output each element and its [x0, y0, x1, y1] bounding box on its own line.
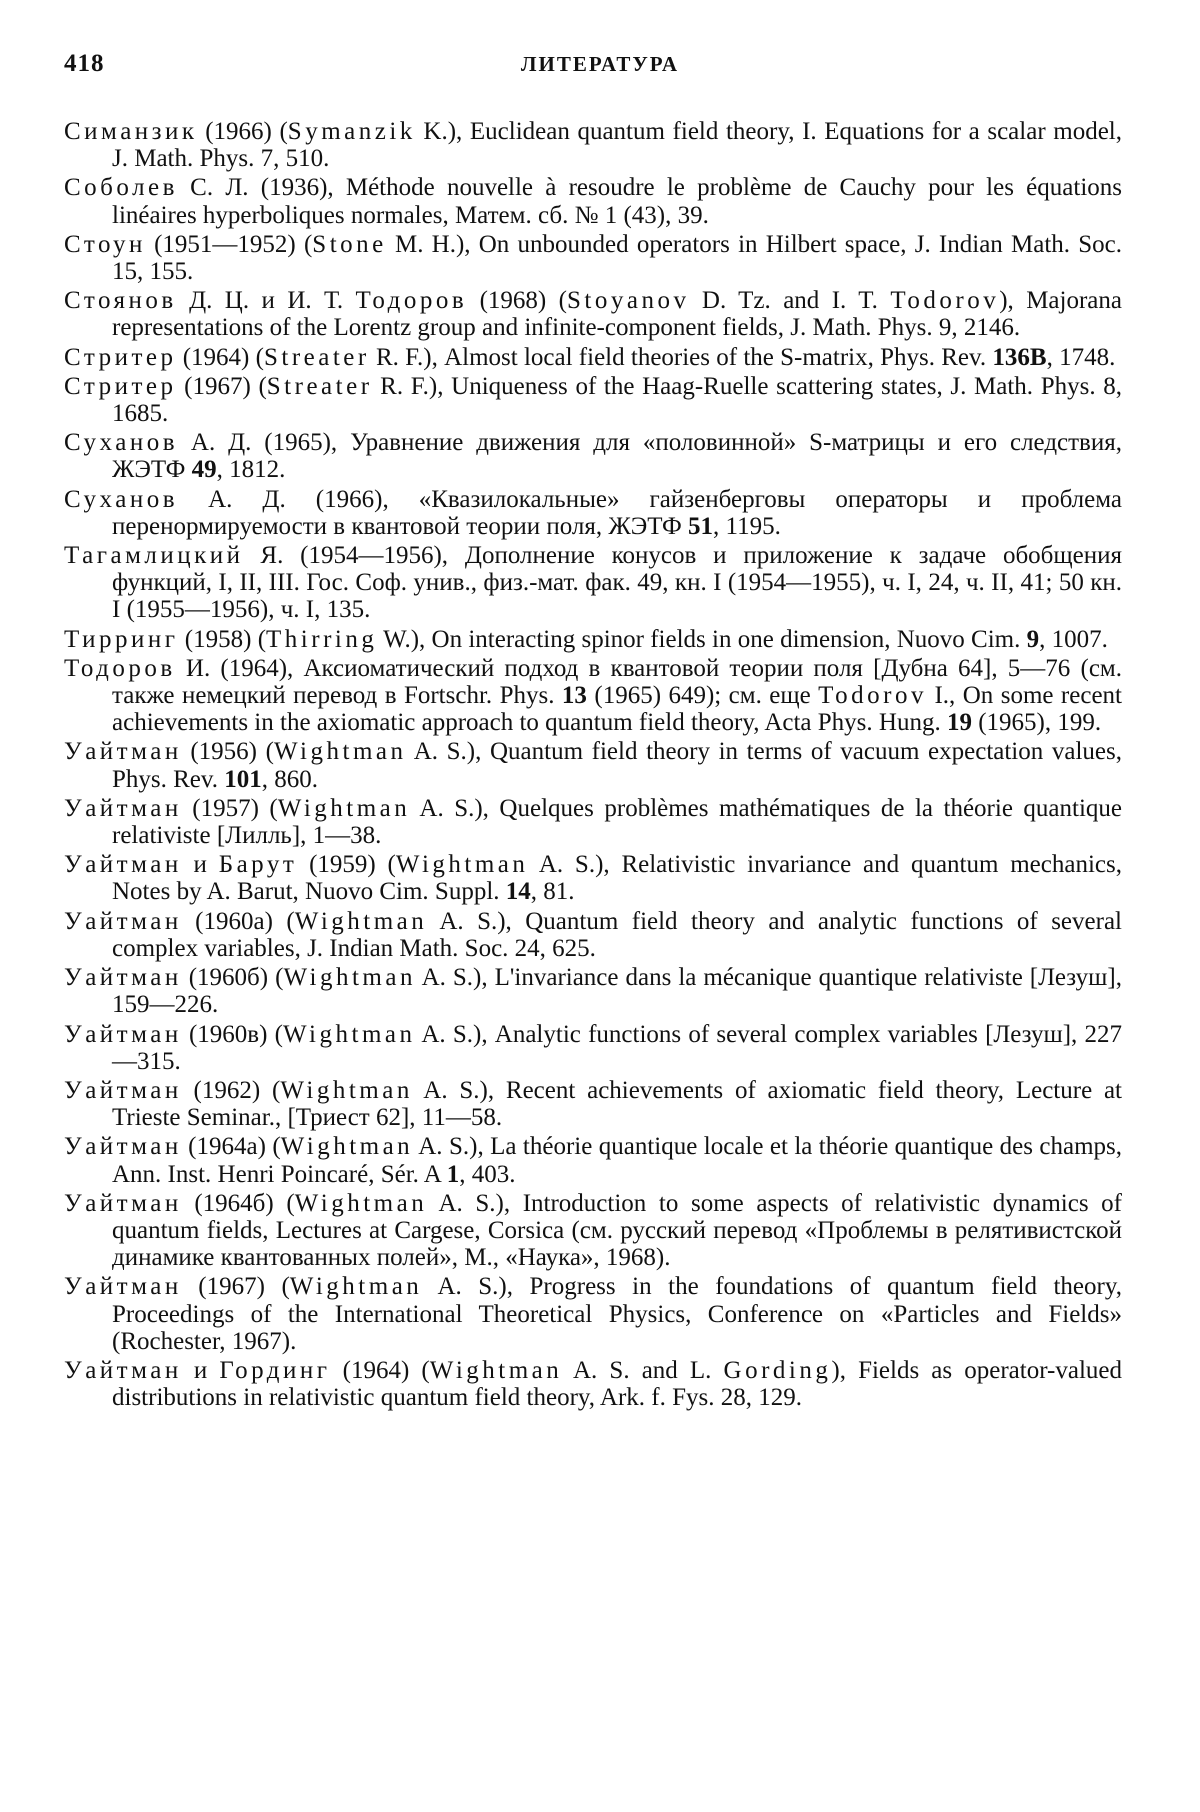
reference-text: A. S.), L'invariance dans la mécanique quantique relativiste [Лезуш], 159—226. — [112, 964, 1122, 1019]
reference-text: (1951—1952) ( — [145, 230, 313, 258]
reference-entry — [64, 851, 1122, 905]
author-name: Стоун — [64, 230, 146, 258]
reference-entry — [64, 908, 1122, 962]
author-name: Стоянов — [64, 287, 177, 315]
reference-text: A. S.), Quelques problèmes mathématiques de la théorie quantique relativiste [Лилль], 1—38. — [112, 794, 1123, 850]
reference-entry — [64, 287, 1122, 341]
author-name: Уайтман — [64, 794, 182, 822]
reference-entry — [64, 486, 1122, 540]
author-name: Соболев — [64, 174, 178, 202]
author-name: Барут — [218, 851, 298, 879]
author-name: Wightman — [283, 964, 416, 992]
reference-entry — [64, 795, 1122, 849]
author-name: Тирринг — [64, 625, 179, 653]
reference-text: (1957) ( — [181, 794, 278, 822]
reference-text: (1967) ( — [176, 372, 267, 400]
reference-text: A. S. and L. — [562, 1356, 724, 1384]
reference-text: R. F.), Almost local field theories of the S-matrix, Phys. Rev. — [369, 343, 993, 371]
reference-text: , 860. — [261, 765, 319, 793]
reference-text: А. Д. (1966), «Квазилокальные» гайзенберговы операторы и проблема перенормируемости в квантовой теории поля, ЖЭТФ — [112, 485, 1122, 540]
author-name: Уайтман — [64, 1189, 182, 1217]
volume-number: 19 — [946, 709, 972, 737]
reference-entry — [64, 1077, 1122, 1131]
reference-text: , 81. — [530, 878, 575, 906]
author-name: Уайтман — [64, 851, 182, 879]
author-name: Gording — [723, 1356, 832, 1384]
reference-text: (1964) ( — [176, 343, 264, 371]
reference-text: A. S.), Progress in the foundations of quantum field theory, Proceedings of the International Theoretical Physics, Conference on «Particles and Fields» (Rochester, 1967). — [112, 1273, 1122, 1355]
reference-text: , 1812. — [216, 456, 286, 484]
reference-text: A. S.), Relativistic invariance and quantum mechanics, Notes by A. Barut, Nuovo Cim. Suppl. — [112, 851, 1122, 906]
reference-text: A. S.), Introduction to some aspects of relativistic dynamics of quantum fields, Lectures at Cargese, Corsica (см. русский перевод «Проблемы в релятивистской динамике квантованных полей», М., «Наука», 1968). — [112, 1189, 1122, 1272]
author-name: Wightman — [280, 1133, 414, 1161]
reference-text: С. Л. (1936), Méthode nouvelle à resoudre le problème de Cauchy pour les équations linéaires hyperboliques normales, Матем. сб. № 1 (43), 39. — [112, 174, 1122, 229]
author-name: Тодоров — [355, 287, 468, 315]
author-name: Уайтман — [64, 1273, 182, 1301]
reference-text: А. Д. (1965), Уравнение движения для «половинной» S-матрицы и его следствия, ЖЭТФ — [112, 429, 1122, 484]
reference-list — [64, 118, 1122, 1413]
reference-text: , 1748. — [1046, 343, 1116, 371]
reference-entry — [64, 231, 1122, 285]
reference-entry — [64, 1273, 1122, 1355]
reference-text: ), Majorana representations of the Lorentz group and infinite-component fields, J. Math. Phys. 9, 2146. — [112, 287, 1122, 342]
reference-text: (1965), 199. — [971, 709, 1102, 737]
author-name: Wightman — [277, 794, 411, 822]
reference-text: И. (1964), Аксиоматический подход в квантовой теории поля [Дубна 64], 5—76 (см. также немецкий перевод в Fortschr. Phys. — [112, 654, 1122, 710]
reference-text: (1964а) ( — [181, 1133, 281, 1161]
author-name: Stoyanov — [567, 287, 690, 315]
reference-text: (1962) ( — [181, 1076, 281, 1104]
reference-entry — [64, 344, 1122, 371]
author-name: Symanzik — [287, 118, 416, 145]
reference-text: A. S.), Quantum field theory in terms of vacuum expectation values, Phys. Rev. — [112, 738, 1122, 793]
author-name: Стритер — [64, 372, 177, 400]
reference-text: A. S.), Quantum field theory and analytic functions of several complex variables, J. Indian Math. Soc. 24, 625. — [112, 907, 1122, 962]
reference-text: A. S.), Analytic functions of several complex variables [Лезуш], 227—315. — [112, 1020, 1123, 1075]
reference-text: (1960а) ( — [181, 907, 295, 935]
author-name: Уайтман — [64, 1356, 182, 1384]
reference-text: (1964) ( — [330, 1356, 430, 1384]
author-name: Wightman — [280, 1076, 413, 1104]
author-name: Уайтман — [64, 907, 182, 935]
author-name: Симанзик — [64, 118, 198, 145]
author-name: Уайтман — [64, 964, 182, 992]
volume-number: 9 — [1026, 625, 1040, 653]
author-name: Суханов — [64, 485, 179, 513]
author-name: Todorov — [890, 287, 1000, 315]
reference-text: (1960б) ( — [181, 964, 284, 992]
reference-entry — [64, 1021, 1122, 1075]
author-name: Thirring — [266, 625, 378, 653]
reference-text: M. H.), On unbounded operators in Hilbert space, J. Indian Math. Soc. 15, 155. — [112, 230, 1123, 286]
reference-entry — [64, 738, 1122, 792]
reference-text: Я. (1954—1956), Дополнение конусов и приложение к задаче обобщения функций, I, II, III. Гос. Соф. унив., физ.-мат. фак. 49, кн. I (1954—1955), ч. I, 24, ч. II, 41; 50 кн. I (1955—1956), ч. I, 135. — [112, 542, 1122, 624]
author-name: Wightman — [289, 1273, 423, 1301]
author-name: Stone — [312, 230, 387, 258]
author-name: Wightman — [282, 1020, 416, 1048]
reference-entry — [64, 542, 1122, 624]
reference-entry — [64, 118, 1122, 172]
reference-text: Д. Ц. и И. Т. — [176, 287, 356, 315]
volume-number: 49 — [191, 456, 217, 484]
reference-text: , 403. — [459, 1160, 516, 1188]
author-name: Суханов — [64, 429, 179, 457]
reference-entry — [64, 655, 1122, 737]
reference-text: (1958) ( — [178, 625, 267, 653]
reference-text: I., On some recent achievements in the axiomatic approach to quantum field theory, Acta Phys. Hung. — [112, 682, 1122, 737]
reference-text: , 1195. — [713, 512, 781, 540]
reference-text: (1965) 649); см. еще — [586, 682, 819, 710]
reference-entry — [64, 1133, 1122, 1187]
reference-text: R. F.), Uniqueness of the Haag-Ruelle scattering states, J. Math. Phys. 8, 1685. — [112, 372, 1122, 428]
page-header — [64, 50, 1136, 90]
author-name: Wightman — [395, 851, 529, 879]
reference-text: A. S.), Recent achievements of axiomatic field theory, Lecture at Trieste Seminar., [Триест 62], 11—58. — [112, 1076, 1122, 1132]
author-name: Wightman — [294, 1189, 428, 1217]
author-name: Тагамлицкий — [64, 542, 244, 570]
reference-entry — [64, 373, 1122, 427]
reference-text: (1959) ( — [297, 851, 396, 879]
reference-text: (1968) ( — [467, 287, 568, 315]
author-name: Wightman — [273, 738, 407, 766]
reference-text: W.), On interacting spinor fields in one dimension, Nuovo Cim. — [377, 625, 1027, 653]
reference-text: и — [181, 851, 219, 879]
reference-entry — [64, 964, 1122, 1018]
reference-text: , 1007. — [1039, 625, 1108, 653]
author-name: Тодоров — [64, 654, 176, 682]
reference-entry — [64, 1190, 1122, 1272]
reference-text: (1966) ( — [197, 118, 288, 145]
volume-number: 51 — [688, 512, 713, 540]
author-name: Streater — [266, 372, 373, 400]
reference-entry — [64, 1357, 1122, 1411]
author-name: Стритер — [64, 343, 177, 371]
author-name: Гординг — [219, 1356, 331, 1384]
reference-text: (1956) ( — [181, 738, 274, 766]
reference-text: K.), Euclidean quantum field theory, I. Equations for a scalar model, J. Math. Phys. 7, 510. — [112, 118, 1122, 173]
author-name: Wightman — [294, 907, 428, 935]
author-name: Streater — [263, 343, 370, 371]
author-name: Todorov — [818, 682, 928, 710]
volume-number: 101 — [224, 765, 262, 793]
reference-text: A. S.), La théorie quantique locale et la théorie quantique des champs, Ann. Inst. Henri Poincaré, Sér. A — [112, 1133, 1122, 1188]
author-name: Уайтман — [64, 1076, 182, 1104]
author-name: Уайтман — [64, 1020, 182, 1048]
volume-number: 14 — [505, 878, 531, 906]
author-name: Wightman — [429, 1356, 563, 1384]
reference-entry — [64, 174, 1122, 228]
reference-text: D. Tz. and I. T. — [689, 287, 891, 315]
reference-entry — [64, 626, 1122, 653]
reference-text: (1967) ( — [181, 1273, 290, 1301]
reference-text: (1964б) ( — [181, 1189, 295, 1217]
volume-number: 136B — [992, 343, 1047, 371]
reference-text: (1960в) ( — [181, 1020, 283, 1048]
page-number: 418 — [64, 50, 105, 77]
volume-number: 13 — [561, 682, 587, 710]
volume-number: 1 — [446, 1160, 460, 1188]
author-name: Уайтман — [64, 1133, 182, 1161]
reference-text: ), Fields as operator-valued distributions in relativistic quantum field theory, Ark. f. Fys. 28, 129. — [112, 1356, 1122, 1412]
reference-entry — [64, 429, 1122, 483]
author-name: Уайтман — [64, 738, 182, 766]
reference-text: и — [181, 1356, 220, 1384]
running-title: ЛИТЕРАТУРА — [520, 52, 680, 76]
